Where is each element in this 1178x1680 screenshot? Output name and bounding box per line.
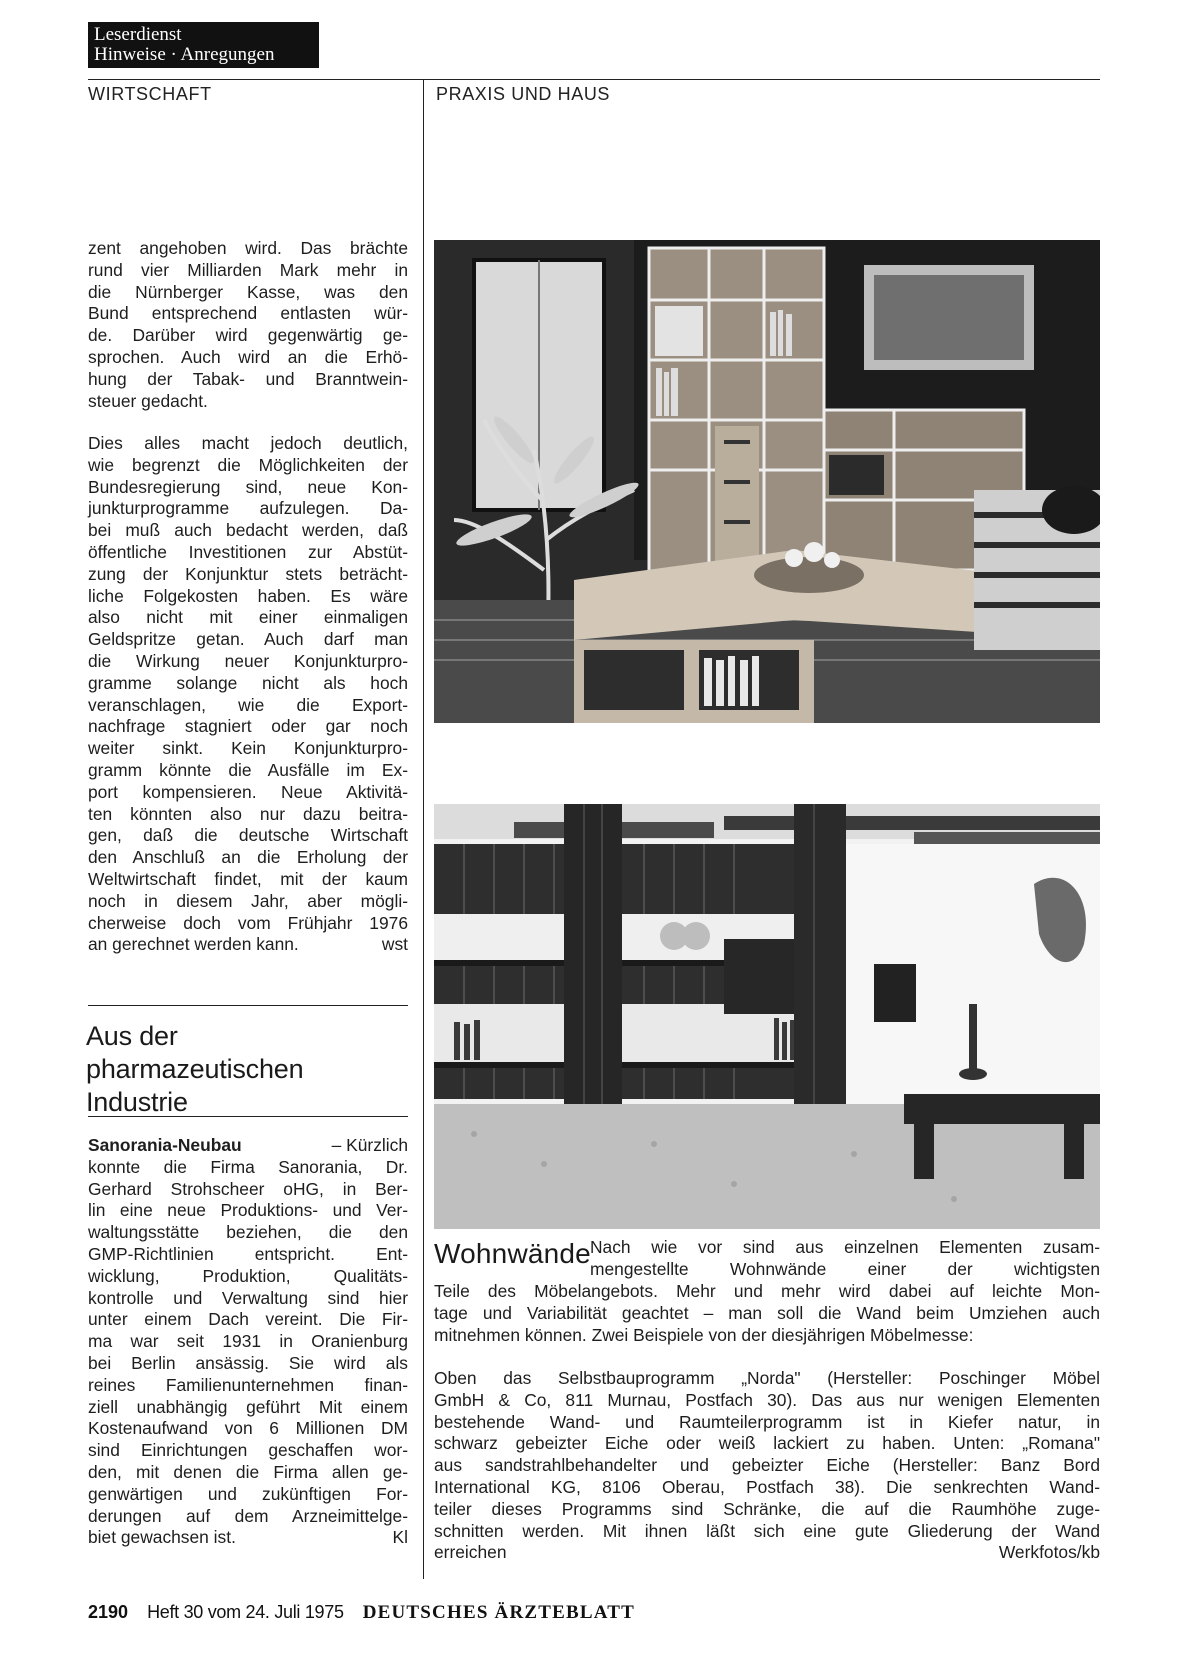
text-line-end: an gerechnet werden kann.: [88, 934, 299, 955]
text-line: Weltwirtschaft findet, mit der kaum: [88, 868, 408, 889]
text-line: aus sandstrahlbehandelter und gebeizter Eiche (Hersteller: Banz Bord: [434, 1455, 1100, 1476]
text-line: bei muß auch bedacht werden, daß: [88, 520, 408, 541]
text-line: tage und Variabilität geachtet – man soll die Wand beim Umziehen auch: [434, 1302, 1100, 1323]
heading-line: Industrie: [86, 1087, 188, 1117]
section-label-praxis: PRAXIS UND HAUS: [436, 84, 611, 104]
text-line: mitnehmen können. Zwei Beispiele von der diesjährigen Möbelmesse:: [434, 1324, 974, 1345]
badge-line-2: Hinweise · Anregungen: [94, 44, 275, 65]
heading-line: Aus der: [86, 1021, 178, 1051]
text-line: ma war seit 1931 in Oranienburg: [88, 1331, 408, 1352]
wirtschaft-paragraph-1: [88, 238, 408, 412]
text-line: ten könnten also nur dazu beitra-: [88, 803, 408, 824]
text-line: bestehende Wand- und Raumteilerprogramm ist in Kiefer natur, in: [434, 1411, 1100, 1432]
issue-info: Heft 30 vom 24. Juli 1975: [147, 1602, 344, 1622]
text-line-rest: – Kürzlich: [331, 1135, 408, 1155]
text-line: hung der Tabak- und Branntwein-: [88, 368, 408, 389]
text-line: International KG, 8106 Oberau, Postfach 38). Die senkrechten Wand-: [434, 1476, 1100, 1497]
text-line: rund vier Milliarden Mark mehr in: [88, 259, 408, 280]
journal-title: DEUTSCHES ÄRZTEBLATT: [362, 1602, 636, 1623]
text-line: steuer gedacht.: [88, 390, 208, 411]
text-line: schnitten werden. Mit ihnen läßt sich eine gute Gliederung der Wand: [434, 1520, 1100, 1541]
column-divider: [423, 79, 424, 1579]
text-line: Geldspritze getan. Auch darf man: [88, 629, 408, 650]
text-line: gen, daß die deutsche Wirtschaft: [88, 825, 408, 846]
article-lead-sanorania: Sanorania-Neubau: [88, 1135, 242, 1155]
page-number: 2190: [88, 1602, 129, 1622]
page-footer: [88, 1602, 635, 1624]
text-line-signed: [88, 934, 408, 956]
text-line: liche Folgekosten haben. Es wäre: [88, 585, 408, 606]
text-line: nachfrage stagniert oder gar noch: [88, 716, 408, 737]
author-sign-wst: wst: [381, 934, 408, 955]
text-line: Oben das Selbstbauprogramm „Norda" (Hersteller: Poschinger Möbel: [434, 1368, 1100, 1388]
text-line: derungen auf dem Arzneimittelge-: [88, 1505, 408, 1526]
wirtschaft-paragraph-2: [88, 433, 408, 956]
text-line: Nach wie vor sind aus einzelnen Elementen zusam-: [590, 1237, 1100, 1257]
pharma-article: [88, 1135, 408, 1549]
text-line: Kostenaufwand von 6 Millionen DM: [88, 1418, 408, 1439]
pharma-heading: [86, 1020, 406, 1119]
text-line: noch in diesem Jahr, aber mögli-: [88, 890, 408, 911]
text-line: junkturprogramme aufzulegen. Da-: [88, 498, 408, 519]
text-line: kontrolle und Verwaltung sind hier: [88, 1287, 408, 1308]
text-line: lin eine neue Produktions- und Ver-: [88, 1200, 408, 1221]
text-line: also nicht mit einer einmaligen: [88, 607, 408, 628]
text-line: zung der Konjunktur stets beträcht-: [88, 563, 408, 584]
text-line: sprochen. Auch wird an die Erhö-: [88, 346, 408, 367]
pharma-rule-bottom: [88, 1116, 408, 1117]
text-line: reines Familienunternehmen finan-: [88, 1374, 408, 1395]
text-line: wie begrenzt die Möglichkeiten der: [88, 454, 408, 475]
text-line: bei Berlin ansässig. Sie wird als: [88, 1352, 408, 1373]
text-line: Teile des Möbelangebots. Mehr und mehr wird dabei auf leichte Mon-: [434, 1281, 1100, 1301]
author-sign-kl: Kl: [392, 1527, 408, 1548]
text-line: konnte die Firma Sanorania, Dr.: [88, 1156, 408, 1177]
header-rule: [88, 79, 1100, 80]
text-line: Gerhard Strohscheer oHG, in Ber-: [88, 1178, 408, 1199]
text-line-end: erreichen: [434, 1542, 507, 1563]
text-line: de. Darüber wird gegenwärtig ge-: [88, 325, 408, 346]
text-line-lead: [88, 1135, 408, 1157]
text-line: sind Einrichtungen geschaffen wor-: [88, 1440, 408, 1461]
text-line: den, mit denen die Firma allen ge-: [88, 1461, 408, 1482]
leserdienst-badge: [88, 22, 319, 68]
text-line: die Nürnberger Kasse, was den: [88, 281, 408, 302]
photo-norda-wall-unit: [434, 240, 1100, 723]
text-line: GmbH & Co, 811 Murnau, Postfach 30). Das aus nur wenigen Elementen: [434, 1389, 1100, 1410]
text-line: gramm könnte die Ausfälle im Ex-: [88, 759, 408, 780]
text-line: waltungsstätte beziehen, die den: [88, 1222, 408, 1243]
pharma-rule-top: [88, 1005, 408, 1006]
text-line: unter einem Dach vereint. Die Fir-: [88, 1309, 408, 1330]
text-line: öffentliche Investitionen zur Abstüt-: [88, 541, 408, 562]
text-line: mengestellte Wohnwände einer der wichtigsten: [590, 1258, 1100, 1279]
wohnwaende-intro-indented: [590, 1237, 1100, 1281]
text-line: wicklung, Produktion, Qualitäts-: [88, 1265, 408, 1286]
text-line: Dies alles macht jedoch deutlich,: [88, 433, 408, 453]
text-line: GMP-Richtlinien entspricht. Ent-: [88, 1243, 408, 1264]
wohnwaende-title: Wohnwände: [434, 1238, 591, 1269]
badge-line-1: Leserdienst: [94, 24, 182, 45]
text-line: cherweise doch vom Frühjahr 1976: [88, 912, 408, 933]
text-line: die Wirkung neuer Konjunkturpro-: [88, 650, 408, 671]
text-line: ziell unabhängig geführt Mit einem: [88, 1396, 408, 1417]
text-line-signed: [434, 1542, 1100, 1564]
wohnwaende-intro: [434, 1281, 1100, 1346]
text-line-signed: [88, 1527, 408, 1549]
photo-credit: Werkfotos/kb: [998, 1542, 1100, 1563]
text-line: Bund entsprechend entlasten wür-: [88, 303, 408, 324]
text-line: weiter sinkt. Kein Konjunkturpro-: [88, 738, 408, 759]
text-line: genwärtigen und zukünftigen For-: [88, 1483, 408, 1504]
text-line: gramme solange nicht als hoch: [88, 672, 408, 693]
text-line: port kompensieren. Neue Aktivitä-: [88, 781, 408, 802]
text-line: schwarz gebeizter Eiche oder weiß lackiert zu haben. Unten: „Romana": [434, 1433, 1100, 1454]
text-line: Bundesregierung sind, neue Kon-: [88, 476, 408, 497]
text-line-end: biet gewachsen ist.: [88, 1527, 236, 1548]
wohnwaende-body: [434, 1368, 1100, 1564]
text-line: den Anschluß an die Erholung der: [88, 847, 408, 868]
text-line: teiler dieses Programms sind Schränke, die auf die Raumhöhe zuge-: [434, 1498, 1100, 1519]
photo-romana-wall-unit: [434, 804, 1100, 1229]
text-line: zent angehoben wird. Das brächte: [88, 238, 408, 258]
section-label-wirtschaft: WIRTSCHAFT: [88, 84, 212, 104]
heading-line: pharmazeutischen: [86, 1054, 304, 1084]
text-line: veranschlagen, wie die Export-: [88, 694, 408, 715]
